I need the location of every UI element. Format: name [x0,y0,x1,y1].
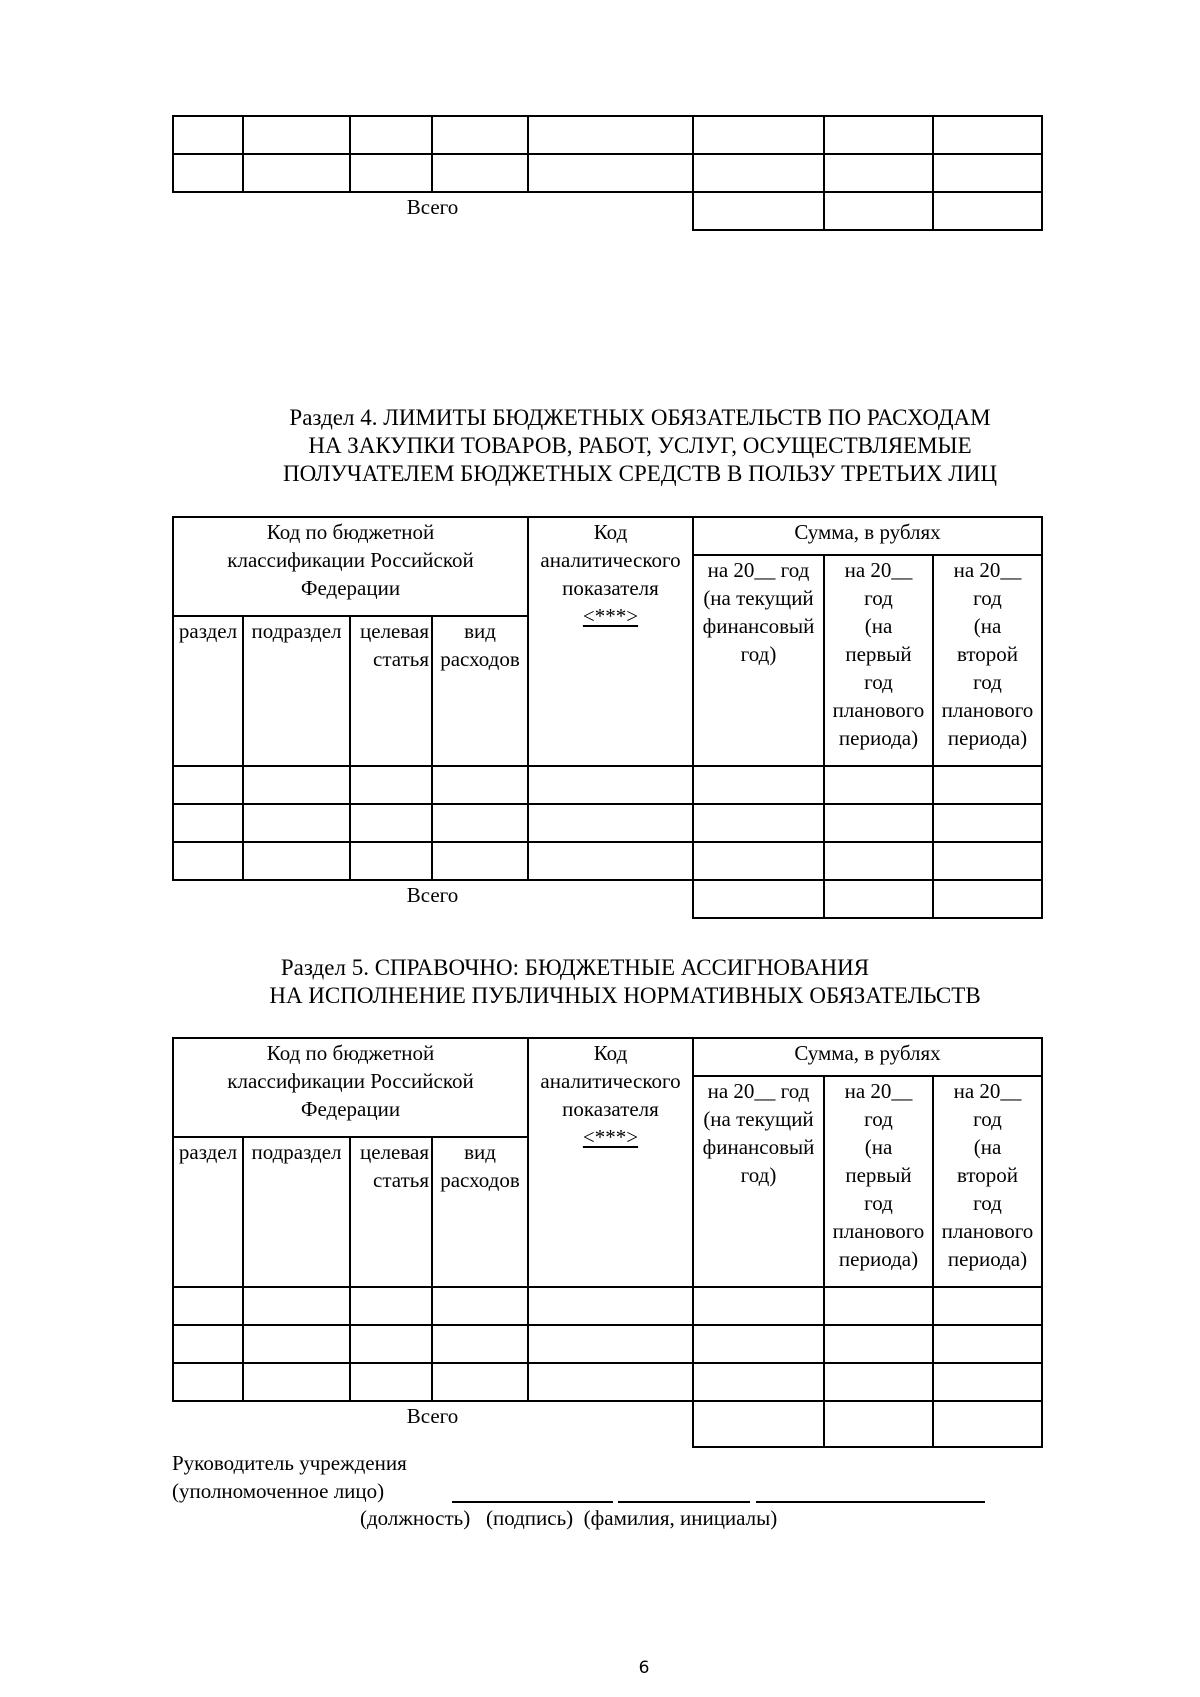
header-analytic-code: Код аналитического показателя <***> [528,517,693,766]
header-sum-group: Сумма, в рублях [693,517,1042,555]
table-cell[interactable] [243,1363,350,1401]
header-row [173,1038,1042,1076]
header-year-first-plan: на 20__ год (на первый год планового периода) [824,1076,933,1287]
header-year-second-plan: на 20__ год (на второй год планового периода) [933,1076,1042,1287]
table-cell[interactable] [350,766,432,804]
table-cell[interactable] [173,1325,243,1363]
table-cell[interactable] [432,154,528,192]
total-cell-year1[interactable] [693,880,824,918]
table-cell[interactable] [432,1363,528,1401]
table-cell[interactable] [432,116,528,154]
header-code-group: Код по бюджетной классификации Российской Федерации [173,517,528,616]
header-year-current: на 20__ год (на текущий финансовый год) [693,555,824,766]
table-cell[interactable] [350,1287,432,1325]
table-cell[interactable] [432,1287,528,1325]
table-cell[interactable] [432,766,528,804]
section5-title-line: Раздел 5. СПРАВОЧНО: БЮДЖЕТНЫЕ АССИГНОВАНИЯ [280,955,870,980]
total-cell-year2[interactable] [824,1401,933,1447]
header-razdel: раздел [173,616,243,766]
table-cell[interactable] [824,116,933,154]
table-cell[interactable] [933,154,1042,192]
total-label: Всего [406,883,459,907]
signature-title: Руководитель учреждения [172,1451,407,1475]
table-cell[interactable] [173,154,243,192]
signature-line[interactable] [618,1501,750,1503]
table-cell[interactable] [243,1325,350,1363]
table-row [173,116,1042,154]
total-label: Всего [406,1404,459,1428]
table-cell[interactable] [528,1363,693,1401]
total-cell-year1[interactable] [693,192,824,230]
total-row [173,192,1042,230]
table-cell[interactable] [824,804,933,842]
table-cell[interactable] [528,804,693,842]
header-razdel: раздел [173,1137,243,1287]
header-vid: вид расходов [432,1137,528,1287]
section5-table [172,1037,1043,1448]
table-cell[interactable] [350,116,432,154]
table-cell[interactable] [243,804,350,842]
top-table [172,115,1043,231]
table-cell[interactable] [824,1325,933,1363]
table-cell[interactable] [350,1325,432,1363]
table-cell[interactable] [243,842,350,880]
table-cell[interactable] [824,766,933,804]
header-celevaya: целевая статья [350,1137,432,1287]
table-cell[interactable] [933,804,1042,842]
table-cell[interactable] [824,154,933,192]
table-cell[interactable] [693,116,824,154]
table-cell[interactable] [528,766,693,804]
footnote-ref[interactable]: <***> [582,1125,639,1149]
total-cell-year3[interactable] [933,880,1042,918]
header-code-group: Код по бюджетной классификации Российской Федерации [173,1038,528,1137]
header-analytic-code: Код аналитического показателя <***> [528,1038,693,1287]
table-cell[interactable] [933,1363,1042,1401]
total-cell-year2[interactable] [824,192,933,230]
header-year-first-plan: на 20__ год (на первый год планового периода) [824,555,933,766]
table-row [173,154,1042,192]
table-cell[interactable] [243,116,350,154]
section5-title [220,954,1060,1010]
table-row [173,1363,1042,1401]
section4-title-line: НА ЗАКУПКИ ТОВАРОВ, РАБОТ, УСЛУГ, ОСУЩЕСТВЛЯЕМЫЕ [308,433,972,458]
table-cell[interactable] [432,804,528,842]
total-cell-year3[interactable] [933,1401,1042,1447]
header-year-current: на 20__ год (на текущий финансовый год) [693,1076,824,1287]
total-cell-year2[interactable] [824,880,933,918]
header-sum-group: Сумма, в рублях [693,1038,1042,1076]
table-cell[interactable] [933,1325,1042,1363]
table-cell[interactable] [350,1363,432,1401]
table-cell[interactable] [243,766,350,804]
table-row [173,842,1042,880]
total-row [173,880,1042,918]
table-cell[interactable] [528,1325,693,1363]
table-cell[interactable] [824,1363,933,1401]
table-cell[interactable] [243,154,350,192]
table-cell[interactable] [173,842,243,880]
total-cell-year1[interactable] [693,1401,824,1447]
name-line[interactable] [756,1501,985,1503]
table-cell[interactable] [693,154,824,192]
header-vid: вид расходов [432,616,528,766]
table-cell[interactable] [350,154,432,192]
section4-title [220,404,1060,488]
total-label: Всего [406,195,459,219]
table-cell[interactable] [432,842,528,880]
total-cell-year3[interactable] [933,192,1042,230]
table-row [173,804,1042,842]
table-cell[interactable] [173,1363,243,1401]
page-number: 6 [638,1658,650,1678]
table-cell[interactable] [173,766,243,804]
table-cell[interactable] [528,116,693,154]
table-cell[interactable] [693,804,824,842]
section4-table [172,516,1043,919]
table-cell[interactable] [432,1325,528,1363]
section5-title-line: НА ИСПОЛНЕНИЕ ПУБЛИЧНЫХ НОРМАТИВНЫХ ОБЯЗАТЕЛЬСТВ [269,983,981,1008]
table-cell[interactable] [824,842,933,880]
table-row [173,1287,1042,1325]
table-cell[interactable] [528,154,693,192]
table-cell[interactable] [693,1325,824,1363]
header-year-second-plan: на 20__ год (на второй год планового периода) [933,555,1042,766]
header-row [173,517,1042,555]
footnote-ref[interactable]: <***> [582,604,639,628]
table-cell[interactable] [173,804,243,842]
table-cell[interactable] [933,842,1042,880]
signature-subtitle: (уполномоченное лицо) [172,1479,385,1503]
position-line[interactable] [452,1501,613,1503]
table-cell[interactable] [350,842,432,880]
table-cell[interactable] [824,1287,933,1325]
table-cell[interactable] [933,766,1042,804]
table-cell[interactable] [933,1287,1042,1325]
section4-title-line: Раздел 4. ЛИМИТЫ БЮДЖЕТНЫХ ОБЯЗАТЕЛЬСТВ ПО РАСХОДАМ [289,405,991,430]
table-cell[interactable] [693,1287,824,1325]
table-cell[interactable] [693,766,824,804]
table-cell[interactable] [528,1287,693,1325]
table-cell[interactable] [173,1287,243,1325]
table-cell[interactable] [350,804,432,842]
table-cell[interactable] [693,842,824,880]
header-podrazdel: подраздел [243,1137,350,1287]
signature-captions: (должность) (подпись) (фамилия, инициалы) [360,1506,778,1530]
header-celevaya: целевая статья [350,616,432,766]
table-cell[interactable] [693,1363,824,1401]
table-cell[interactable] [528,842,693,880]
table-row [173,766,1042,804]
table-cell[interactable] [933,116,1042,154]
table-row [173,1325,1042,1363]
table-cell[interactable] [243,1287,350,1325]
section4-title-line: ПОЛУЧАТЕЛЕМ БЮДЖЕТНЫХ СРЕДСТВ В ПОЛЬЗУ ТРЕТЬИХ ЛИЦ [282,461,998,486]
total-row [173,1401,1042,1447]
table-cell[interactable] [173,116,243,154]
header-podrazdel: подраздел [243,616,350,766]
